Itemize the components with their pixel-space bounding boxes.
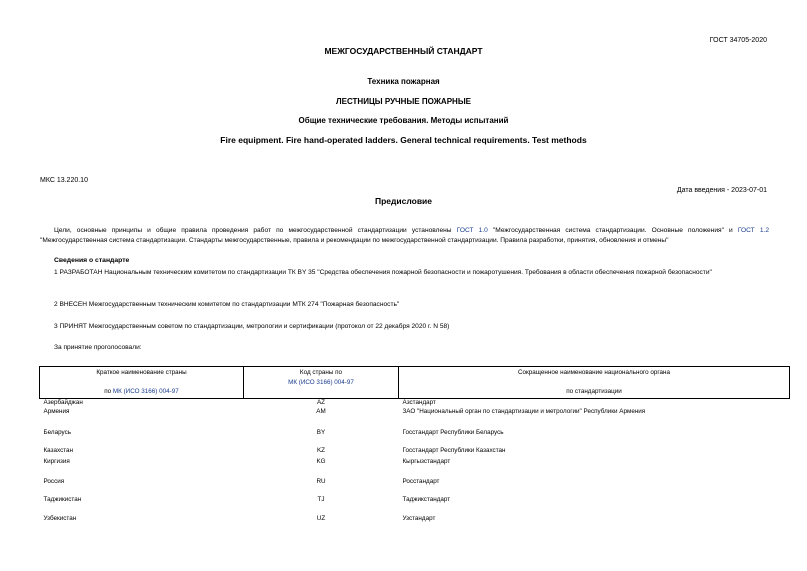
country-cell: Азербайджан (43, 399, 83, 406)
org-cell: Узстандарт (402, 514, 436, 522)
english-title: Fire equipment. Fire hand-operated ladders. General technical requirements. Test methods (220, 135, 587, 145)
header-country-line2: по МК (ИСО 3166) 004-97 (104, 388, 179, 395)
table-row (40, 408, 790, 429)
header-organization (399, 367, 790, 399)
country-cell: Россия (43, 477, 65, 485)
header-country-line1: Краткое наименование страны (96, 369, 187, 376)
subject-heading: Техника пожарная (367, 77, 440, 86)
document-number: ГОСТ 34705-2020 (709, 37, 767, 44)
code-cell: UZ (316, 514, 326, 522)
mk-iso-link-2[interactable]: МК (ИСО 3166) 004-97 (288, 379, 354, 386)
header-country (40, 367, 244, 399)
intro-date: Дата введения - 2023-07-01 (676, 187, 767, 194)
org-cell: Госстандарт Республики Беларусь (402, 428, 504, 436)
item-adopted: 3 ПРИНЯТ Межгосударственным советом по стандартизации, метрологии и сертификации (протокол от 22 декабря 2020 г. N 58) (54, 323, 450, 330)
code-cell: KZ (316, 446, 326, 454)
header-code-line1: Код страны по (299, 369, 343, 376)
code-cell: AM (316, 407, 326, 415)
table-row (40, 496, 790, 515)
header-org-line2: по стандартизации (566, 388, 622, 395)
country-cell: Таджикистан (43, 495, 82, 503)
goals-text-3: "Межгосударственная система стандартизации. Стандарты межгосударственные, правила и рекомендации по межгосударственной стандартизации. Правила разработки, принятия, обновления и отмены" (40, 236, 669, 244)
country-cell: Беларусь (43, 428, 72, 436)
code-cell: KG (316, 457, 326, 465)
org-cell: Азстандарт (402, 399, 436, 406)
standard-type-heading: МЕЖГОСУДАРСТВЕННЫЙ СТАНДАРТ (324, 46, 483, 56)
goals-text-2: "Межгосударственная система стандартизации. Основные положения" и (487, 227, 738, 234)
item-submitted: 2 ВНЕСЕН Межгосударственным техническим комитетом по стандартизации МТК 274 "Пожарная безопасность" (54, 301, 400, 308)
org-cell: Госстандарт Республики Казахстан (402, 446, 506, 454)
voted-label: За принятие проголосовали: (54, 344, 142, 351)
gost-1-2-link[interactable]: ГОСТ 1.2 (737, 227, 769, 234)
table-row (40, 429, 790, 447)
document-title: ЛЕСТНИЦЫ РУЧНЫЕ ПОЖАРНЫЕ (336, 97, 471, 106)
header-org-line1: Сокращенное наименование национального органа (517, 369, 671, 376)
header-code (244, 367, 399, 399)
org-cell: Росстандарт (402, 477, 440, 485)
country-cell: Киргизия (43, 457, 70, 465)
voting-states-table (39, 366, 790, 524)
org-cell: Таджикстандарт (402, 495, 451, 503)
code-cell: AZ (316, 399, 326, 406)
table-row (40, 399, 790, 408)
gost-1-0-link[interactable]: ГОСТ 1.0 (456, 227, 488, 234)
code-cell: TJ (317, 495, 325, 503)
table-row (40, 447, 790, 458)
preface-heading: Предисловие (374, 196, 433, 206)
org-cell: Кыргызстандарт (402, 457, 451, 465)
code-cell: BY (316, 428, 326, 436)
table-row (40, 515, 790, 524)
country-cell: Узбекистан (43, 514, 77, 522)
goals-paragraph (40, 226, 769, 245)
code-cell: RU (316, 477, 326, 485)
item-developed: 1 РАЗРАБОТАН Национальным техническим комитетом по стандартизации ТК BY 35 "Средства обеспечения пожарной безопасности и пожаротушения. Требования в области обеспечения пожарной безопасности" (54, 269, 712, 276)
country-cell: Казахстан (43, 446, 74, 454)
org-cell: ЗАО "Национальный орган по стандартизации и метрологии" Республики Армения (402, 407, 646, 415)
document-subtitle: Общие технические требования. Методы испытаний (298, 116, 509, 125)
table-row (40, 478, 790, 496)
mk-iso-link-1[interactable]: МК (ИСО 3166) 004-97 (112, 388, 179, 395)
standard-info-heading: Сведения о стандарте (54, 257, 130, 264)
mks-code: МКС 13.220.10 (40, 177, 88, 184)
table-row (40, 458, 790, 478)
goals-text-1: Цели, основные принципы и общие правила проведения работ по межгосударственной стандартизации установлены (54, 227, 457, 234)
country-cell: Армения (43, 407, 70, 415)
table-header-row (40, 367, 790, 399)
